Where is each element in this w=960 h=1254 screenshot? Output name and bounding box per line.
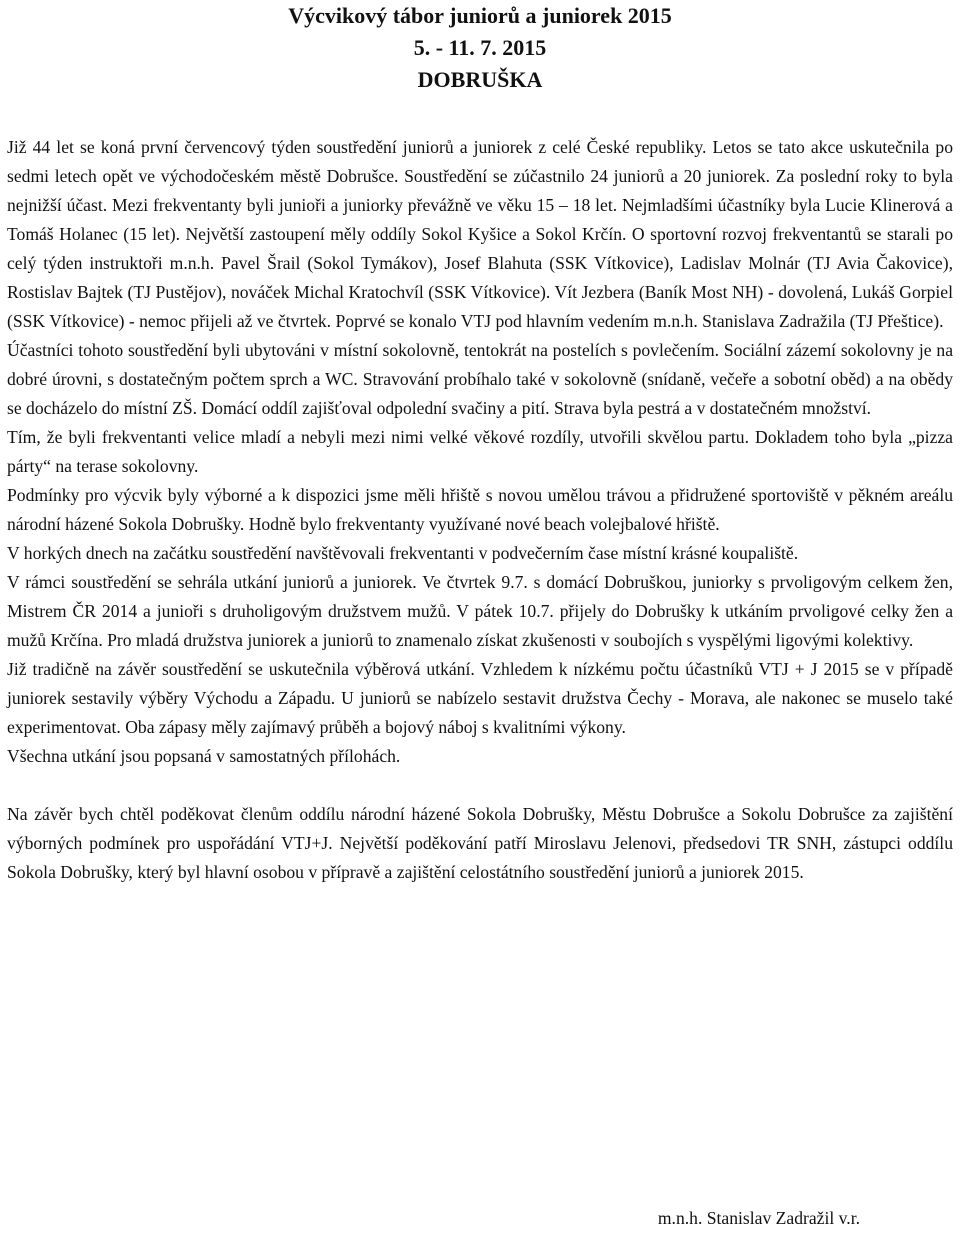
paragraph-accommodation: Účastníci tohoto soustředění byli ubytováni v místní sokolovně, tentokrát na postelích s povlečením. Sociální zázemí sokolovny je na dobré úrovni, s dostatečným počtem sprch a WC. Stravování probíhalo také v sokolovně (snídaně, večeře a sobotní oběd) a na obědy se docházelo do místní ZŠ. Domácí oddíl zajišťoval odpolední svačiny a pití. Strava byla pestrá a v dostatečném množství. [7, 340, 953, 418]
report-body [7, 133, 953, 887]
paragraph-attachments: Všechna utkání jsou popsaná v samostatných přílohách. [7, 746, 401, 766]
paragraph-thanks: Na závěr bych chtěl poděkovat členům oddílu národní házené Sokola Dobrušky, Městu Dobrušce a Sokolu Dobrušce za zajištění výborných podmínek pro uspořádání VTJ+J. Největší poděkování patří Miroslavu Jelenovi, předsedovi TR SNH, zástupci oddílu Sokola Dobrušky, který byl hlavní osobou v přípravě a zajištění celostátního soustředění juniorů a juniorek 2015. [7, 804, 953, 882]
paragraph-swimming: V horkých dnech na začátku soustředění navštěvovali frekventanti v podvečerním čase místní krásné koupaliště. [7, 543, 799, 563]
paragraph-selection-games: Již tradičně na závěr soustředění se uskutečnila výběrová utkání. Vzhledem k nízkému počtu účastníků VTJ + J 2015 se v případě juniorek sestavily výběry Východu a Západu. U juniorů se nabízelo sestavit družstva Čechy - Morava, ale nakonec se muselo také experimentovat. Oba zápasy měly zajímavý průběh a bojový náboj s kvalitními výkony. [7, 659, 953, 737]
paragraph-matches: V rámci soustředění se sehrála utkání juniorů a juniorek. Ve čtvrtek 9.7. s domácí Dobruškou, juniorky s prvoligovým celkem žen, Mistrem ČR 2014 a junioři s druholigovým družstvem mužů. V pátek 10.7. přijely do Dobrušky k utkáním prvoligové celky žen a mužů Krčína. Pro mladá družstva juniorek a juniorů to znamenalo získat zkušenosti v soubojích s vyspělými ligovými kolektivy. [7, 572, 953, 650]
document-title: Výcvikový tábor juniorů a juniorek 2015 [288, 3, 672, 28]
paragraph-team-spirit: Tím, že byli frekventanti velice mladí a nebyli mezi nimi velké věkové rozdíly, utvořili skvělou partu. Dokladem toho byla „pizza párty“ na terase sokolovny. [7, 427, 953, 476]
event-place: DOBRUŠKA [417, 67, 543, 92]
paragraph-conditions: Podmínky pro výcvik byly výborné a k dispozici jsme měli hřiště s novou umělou trávou a přidružené sportoviště v pěkném areálu národní házené Sokola Dobrušky. Hodně bylo frekventanty využívané nové beach volejbalové hřiště. [7, 485, 953, 534]
author-signature: m.n.h. Stanislav Zadražil v.r. [657, 1208, 860, 1228]
event-dates: 5. - 11. 7. 2015 [413, 35, 547, 60]
paragraph-intro: Již 44 let se koná první červencový týden soustředění juniorů a juniorek z celé České republiky. Letos se tato akce uskutečnila po sedmi letech opět ve východočeském městě Dobrušce. Soustředění se zúčastnilo 24 juniorů a 20 juniorek. Za poslední roky to byla nejnižší účast. Mezi frekventanty byli junioři a juniorky převážně ve věku 15 – 18 let. Nejmladšími účastníky byla Lucie Klinerová a Tomáš Holanec (15 let). Největší zastoupení měly oddíly Sokol Kyšice a Sokol Krčín. O sportovní rozvoj frekventantů se starali po celý týden instruktoři m.n.h. Pavel Šrail (Sokol Tymákov), Josef Blahuta (SSK Vítkovice), Ladislav Molnár (TJ Avia Čakovice), Rostislav Bajtek (TJ Pustějov), nováček Michal Kratochvíl (SSK Vítkovice). Vít Jezbera (Baník Most NH) - dovolená, Lukáš Gorpiel (SSK Vítkovice) - nemoc přijeli až ve čtvrtek. Poprvé se konalo VTJ pod hlavním vedením m.n.h. Stanislava Zadražila (TJ Přeštice). [7, 137, 953, 331]
